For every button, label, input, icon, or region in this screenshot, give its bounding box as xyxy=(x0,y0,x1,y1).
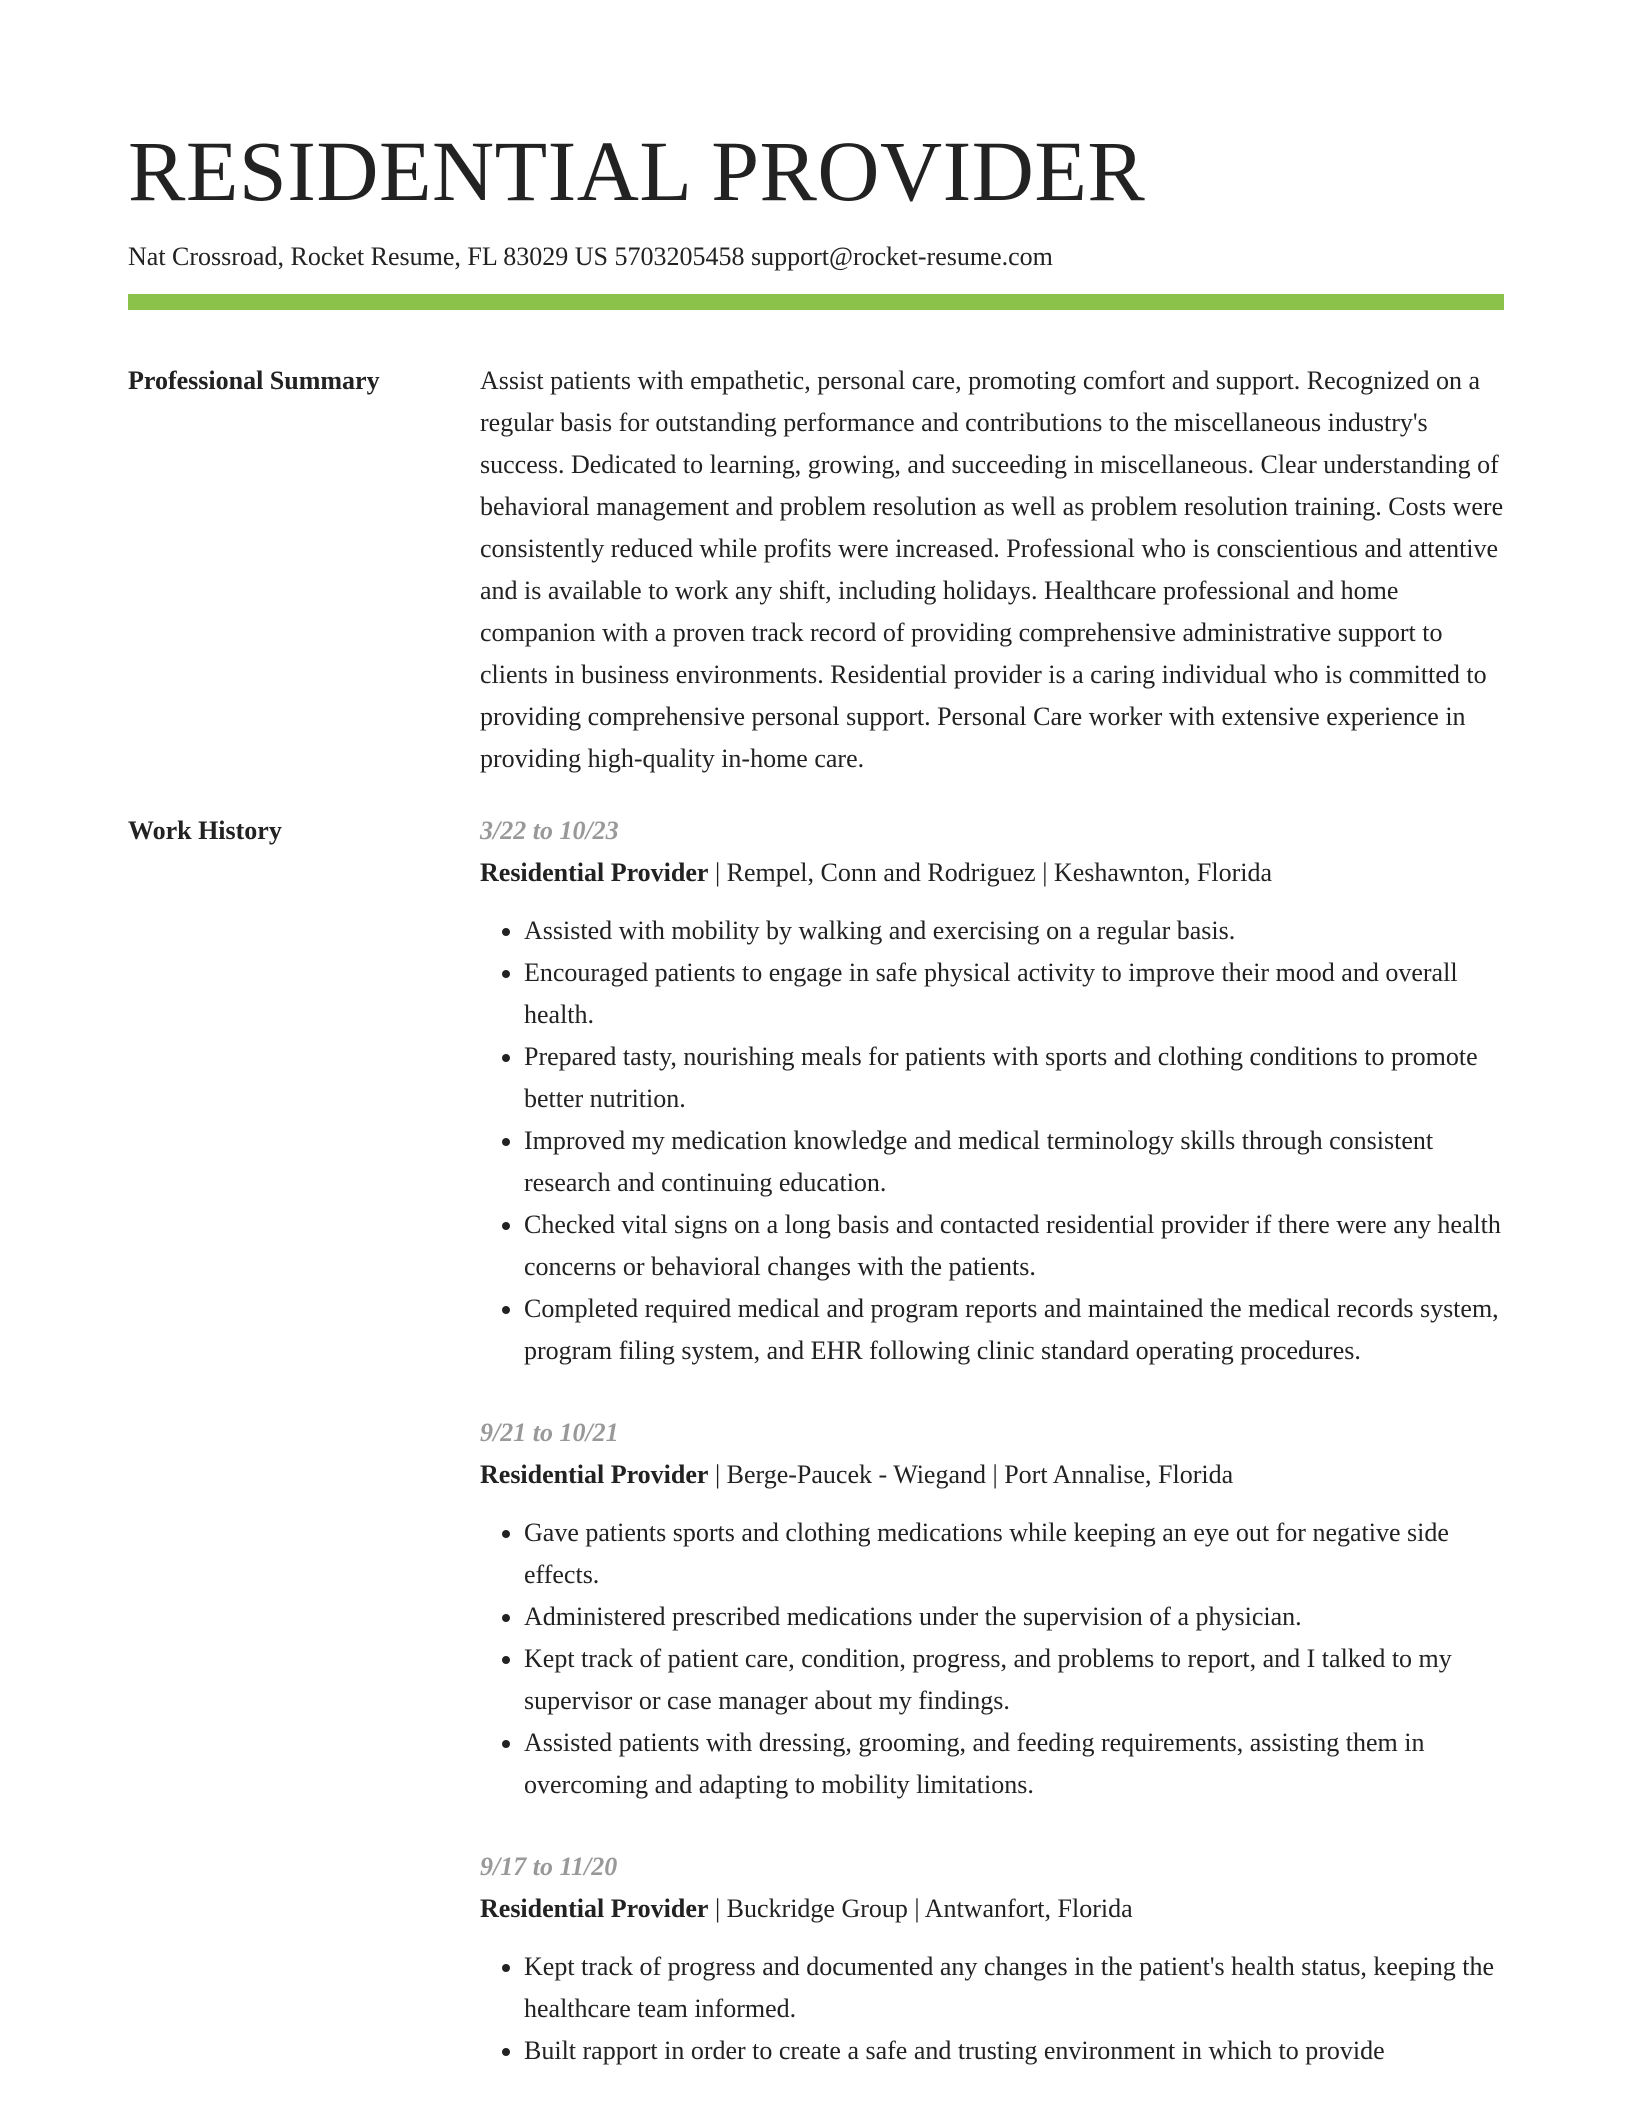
resume-page xyxy=(128,118,1504,2112)
job-title: Residential Provider xyxy=(480,858,709,887)
job-heading xyxy=(480,852,1504,894)
job-entry xyxy=(480,1412,1504,1806)
job-bullet: • Administered prescribed medications under the supervision of a physician. xyxy=(524,1596,1504,1638)
job-bullet: • Kept track of patient care, condition, progress, and problems to report, and I talked to my supervisor or case manager about my findings. xyxy=(524,1638,1504,1722)
section-label-summary: Professional Summary xyxy=(128,366,380,395)
job-employer-location: | Buckridge Group | Antwanfort, Florida xyxy=(708,1894,1133,1923)
job-dates: 9/17 to 11/20 xyxy=(480,1852,618,1881)
job-bullet: • Checked vital signs on a long basis and contacted residential provider if there were any health concerns or behavioral changes with the patients. xyxy=(524,1204,1504,1288)
job-bullet: • Assisted with mobility by walking and exercising on a regular basis. xyxy=(524,910,1504,952)
job-entry xyxy=(480,1846,1504,2072)
job-heading xyxy=(480,1454,1504,1496)
summary-text: Assist patients with empathetic, personal care, promoting comfort and support. Recognized on a regular basis for outstanding performance and contributions to the miscellaneous industry's success. Dedicated to learning, growing, and succeeding in miscellaneous. Clear understanding of behavioral management and problem resolution as well as problem resolution training. Costs were consistently reduced while profits were increased. Professional who is conscientious and attentive and is available to work any shift, including holidays. Healthcare professional and home companion with a proven track record of providing comprehensive administrative support to clients in business environments. Residential provider is a caring individual who is committed to providing comprehensive personal support. Personal Care worker with extensive experience in providing high-quality in-home care. xyxy=(480,366,1504,773)
contact-info: Nat Crossroad, Rocket Resume, FL 83029 US 5703205458 support@rocket-resume.com xyxy=(128,242,1053,271)
job-bullet: • Assisted patients with dressing, grooming, and feeding requirements, assisting them in overcoming and adapting to mobility limitations. xyxy=(524,1722,1504,1806)
job-bullet: • Completed required medical and program reports and maintained the medical records system, program filing system, and EHR following clinic standard operating procedures. xyxy=(524,1288,1504,1372)
job-employer-location: | Berge-Paucek - Wiegand | Port Annalise, Florida xyxy=(708,1460,1234,1489)
job-bullet-list xyxy=(480,910,1504,1372)
job-dates: 9/21 to 10/21 xyxy=(480,1418,619,1447)
job-bullet: • Kept track of progress and documented any changes in the patient's health status, keeping the healthcare team informed. xyxy=(524,1946,1504,2030)
job-bullet: • Encouraged patients to engage in safe physical activity to improve their mood and overall health. xyxy=(524,952,1504,1036)
job-bullet: • Prepared tasty, nourishing meals for patients with sports and clothing conditions to promote better nutrition. xyxy=(524,1036,1504,1120)
job-bullet: • Gave patients sports and clothing medications while keeping an eye out for negative side effects. xyxy=(524,1512,1504,1596)
section-label-work-history: Work History xyxy=(128,816,282,845)
job-title: Residential Provider xyxy=(480,1460,709,1489)
work-history-section xyxy=(128,810,1504,2112)
job-bullet-list xyxy=(480,1946,1504,2072)
job-bullet-list xyxy=(480,1512,1504,1806)
accent-divider xyxy=(128,294,1504,310)
summary-body xyxy=(480,360,1504,780)
job-entry xyxy=(480,810,1504,1372)
job-employer-location: | Rempel, Conn and Rodriguez | Keshawnton, Florida xyxy=(708,858,1272,887)
job-dates: 3/22 to 10/23 xyxy=(480,816,619,845)
job-title: Residential Provider xyxy=(480,1894,709,1923)
work-history-body xyxy=(480,810,1504,2112)
job-bullet: • Improved my medication knowledge and medical terminology skills through consistent research and continuing education. xyxy=(524,1120,1504,1204)
summary-section xyxy=(128,360,1504,780)
job-bullet: • Built rapport in order to create a safe and trusting environment in which to provide xyxy=(524,2030,1504,2072)
resume-name: RESIDENTIAL PROVIDER xyxy=(128,123,1146,219)
job-heading xyxy=(480,1888,1504,1930)
